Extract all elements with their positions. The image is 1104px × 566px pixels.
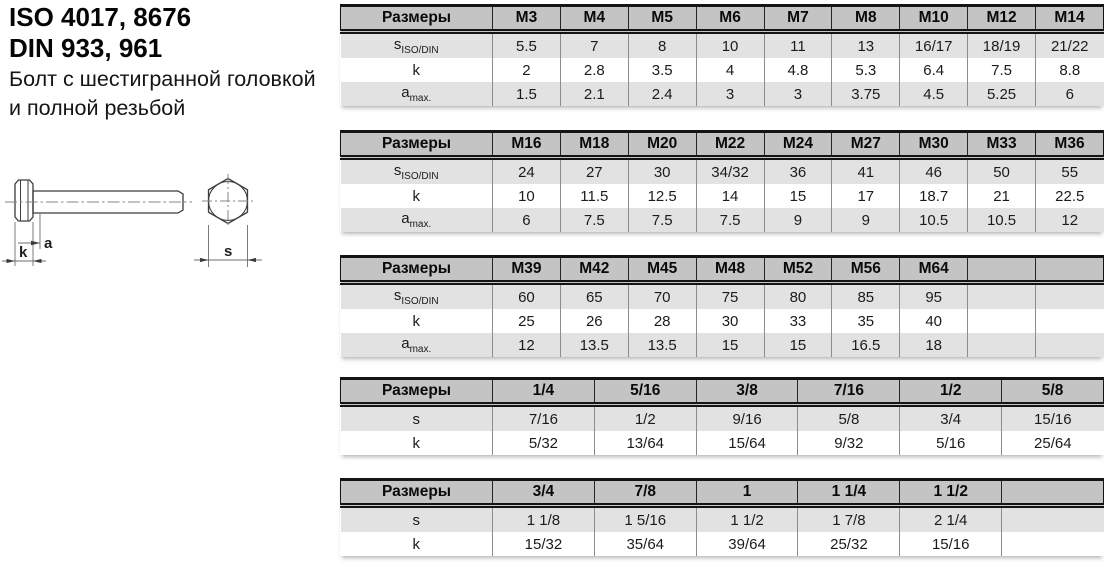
value-cell bbox=[968, 283, 1036, 310]
table-imperial-large bbox=[340, 478, 1104, 556]
value-cell: 3/4 bbox=[900, 405, 1002, 432]
sizes-header-cell: Размеры bbox=[341, 480, 493, 506]
row-label bbox=[341, 58, 493, 82]
table-row bbox=[341, 283, 1104, 310]
value-cell: 21 bbox=[968, 184, 1036, 208]
value-cell bbox=[1036, 309, 1104, 333]
row-label bbox=[341, 309, 493, 333]
dimension-k-arrow-right bbox=[33, 259, 42, 263]
value-cell: 16/17 bbox=[900, 32, 968, 59]
value-cell: 36 bbox=[764, 158, 832, 185]
size-column-header: M14 bbox=[1036, 6, 1104, 32]
row-label-subscript: ISO/DIN bbox=[401, 171, 439, 182]
size-column-header: M56 bbox=[832, 257, 900, 283]
size-column-header bbox=[968, 257, 1036, 283]
value-cell: 2 bbox=[493, 58, 561, 82]
size-column-header: M64 bbox=[900, 257, 968, 283]
value-cell: 1 7/8 bbox=[798, 506, 900, 533]
row-label-symbol: s bbox=[393, 287, 402, 304]
value-cell: 7 bbox=[560, 32, 628, 59]
size-column-header: M27 bbox=[832, 132, 900, 158]
value-cell: 24 bbox=[493, 158, 561, 185]
table-metric-m3-m14 bbox=[340, 4, 1104, 106]
size-column-header: M6 bbox=[696, 6, 764, 32]
value-cell: 39/64 bbox=[696, 532, 798, 556]
value-cell: 25 bbox=[493, 309, 561, 333]
table-row bbox=[341, 184, 1104, 208]
value-cell: 3 bbox=[696, 82, 764, 106]
product-description-line1: Болт с шестигранной головкой bbox=[9, 67, 316, 91]
value-cell: 3.75 bbox=[832, 82, 900, 106]
value-cell bbox=[968, 309, 1036, 333]
table-row bbox=[341, 58, 1104, 82]
row-label-symbol: s bbox=[393, 162, 402, 179]
size-column-header: M48 bbox=[696, 257, 764, 283]
row-label-symbol: s bbox=[412, 410, 420, 428]
value-cell: 1.5 bbox=[493, 82, 561, 106]
value-cell: 33 bbox=[764, 309, 832, 333]
row-label bbox=[341, 506, 493, 533]
size-column-header: M33 bbox=[968, 132, 1036, 158]
value-cell: 6 bbox=[493, 208, 561, 232]
row-label bbox=[341, 158, 493, 185]
size-column-header: M16 bbox=[493, 132, 561, 158]
value-cell: 11.5 bbox=[560, 184, 628, 208]
size-column-header: 3/8 bbox=[696, 379, 798, 405]
value-cell: 3 bbox=[764, 82, 832, 106]
value-cell: 15 bbox=[764, 333, 832, 357]
size-column-header: M18 bbox=[560, 132, 628, 158]
row-label-subscript: max. bbox=[409, 93, 432, 104]
table-row bbox=[341, 82, 1104, 106]
iso-standard-title: ISO 4017, 8676 bbox=[9, 2, 192, 32]
table-metric-m16-m36 bbox=[340, 130, 1104, 232]
value-cell: 25/32 bbox=[798, 532, 900, 556]
size-column-header bbox=[1036, 257, 1104, 283]
title-block bbox=[9, 2, 339, 122]
value-cell bbox=[1036, 333, 1104, 357]
value-cell: 17 bbox=[832, 184, 900, 208]
value-cell: 70 bbox=[628, 283, 696, 310]
value-cell: 65 bbox=[560, 283, 628, 310]
dimension-a-label: a bbox=[44, 235, 53, 252]
value-cell: 4 bbox=[696, 58, 764, 82]
value-cell: 35 bbox=[832, 309, 900, 333]
value-cell: 9 bbox=[832, 208, 900, 232]
table-row bbox=[341, 158, 1104, 185]
value-cell: 5/32 bbox=[493, 431, 595, 455]
din-standard-title: DIN 933, 961 bbox=[9, 33, 163, 63]
size-column-header: M42 bbox=[560, 257, 628, 283]
table-row bbox=[341, 32, 1104, 59]
value-cell: 4.5 bbox=[900, 82, 968, 106]
sizes-header-cell: Размеры bbox=[341, 379, 493, 405]
row-label-subscript: ISO/DIN bbox=[401, 45, 439, 56]
size-column-header: M5 bbox=[628, 6, 696, 32]
row-label-subscript: ISO/DIN bbox=[401, 296, 439, 307]
dimension-s-label: s bbox=[224, 243, 233, 260]
value-cell: 5/16 bbox=[900, 431, 1002, 455]
value-cell: 15/16 bbox=[900, 532, 1002, 556]
value-cell: 11 bbox=[764, 32, 832, 59]
size-column-header: 5/16 bbox=[594, 379, 696, 405]
row-label-symbol: k bbox=[412, 312, 420, 330]
size-column-header: M36 bbox=[1036, 132, 1104, 158]
row-label-symbol: a bbox=[401, 210, 410, 227]
value-cell: 2.1 bbox=[560, 82, 628, 106]
value-cell: 9 bbox=[764, 208, 832, 232]
value-cell: 8 bbox=[628, 32, 696, 59]
value-cell: 2.8 bbox=[560, 58, 628, 82]
bolt-technical-drawing bbox=[0, 163, 300, 285]
sizes-header-cell: Размеры bbox=[341, 6, 493, 32]
value-cell: 10 bbox=[493, 184, 561, 208]
value-cell: 1/2 bbox=[594, 405, 696, 432]
value-cell: 18.7 bbox=[900, 184, 968, 208]
sizes-header-cell: Размеры bbox=[341, 257, 493, 283]
table-row bbox=[341, 405, 1104, 432]
row-label-symbol: s bbox=[412, 511, 420, 529]
value-cell: 5.25 bbox=[968, 82, 1036, 106]
value-cell: 5.5 bbox=[493, 32, 561, 59]
table-row bbox=[341, 208, 1104, 232]
value-cell: 7.5 bbox=[696, 208, 764, 232]
size-column-header: M30 bbox=[900, 132, 968, 158]
table-row bbox=[341, 431, 1104, 455]
dimension-s-arrow-left bbox=[200, 258, 209, 262]
row-label bbox=[341, 532, 493, 556]
value-cell: 75 bbox=[696, 283, 764, 310]
value-cell: 55 bbox=[1036, 158, 1104, 185]
row-label-symbol: s bbox=[393, 36, 402, 53]
size-column-header: 1 1/2 bbox=[900, 480, 1002, 506]
value-cell: 13.5 bbox=[560, 333, 628, 357]
product-description-line2: и полной резьбой bbox=[9, 96, 186, 120]
value-cell: 5/8 bbox=[798, 405, 900, 432]
size-column-header: M12 bbox=[968, 6, 1036, 32]
value-cell: 1 1/8 bbox=[493, 506, 595, 533]
row-label-symbol: a bbox=[401, 335, 410, 352]
size-column-header: M52 bbox=[764, 257, 832, 283]
value-cell: 10.5 bbox=[968, 208, 1036, 232]
dimension-a-arrow bbox=[31, 241, 40, 245]
row-label-subscript: max. bbox=[409, 344, 432, 355]
value-cell: 26 bbox=[560, 309, 628, 333]
header-row bbox=[341, 6, 1104, 32]
size-column-header: 7/16 bbox=[798, 379, 900, 405]
row-label bbox=[341, 431, 493, 455]
value-cell: 30 bbox=[628, 158, 696, 185]
value-cell: 28 bbox=[628, 309, 696, 333]
header-row bbox=[341, 257, 1104, 283]
header-row bbox=[341, 379, 1104, 405]
row-label bbox=[341, 32, 493, 59]
value-cell: 15/64 bbox=[696, 431, 798, 455]
value-cell: 34/32 bbox=[696, 158, 764, 185]
value-cell: 60 bbox=[493, 283, 561, 310]
value-cell: 4.8 bbox=[764, 58, 832, 82]
value-cell bbox=[1002, 506, 1104, 533]
dimension-s-arrow-right bbox=[248, 258, 257, 262]
table-metric-m39-m64 bbox=[340, 255, 1104, 357]
table-row bbox=[341, 333, 1104, 357]
value-cell: 50 bbox=[968, 158, 1036, 185]
dimension-k-arrow-left bbox=[7, 259, 16, 263]
size-column-header: 7/8 bbox=[594, 480, 696, 506]
value-cell: 13/64 bbox=[594, 431, 696, 455]
row-label bbox=[341, 82, 493, 106]
dimension-k-label: k bbox=[19, 244, 28, 261]
row-label-symbol: k bbox=[412, 535, 420, 553]
size-column-header: M8 bbox=[832, 6, 900, 32]
value-cell: 12 bbox=[493, 333, 561, 357]
value-cell: 35/64 bbox=[594, 532, 696, 556]
value-cell: 3.5 bbox=[628, 58, 696, 82]
value-cell: 15/32 bbox=[493, 532, 595, 556]
size-column-header: 1 1/4 bbox=[798, 480, 900, 506]
value-cell: 6.4 bbox=[900, 58, 968, 82]
value-cell: 13.5 bbox=[628, 333, 696, 357]
row-label-symbol: k bbox=[412, 61, 420, 79]
row-label bbox=[341, 405, 493, 432]
value-cell: 5.3 bbox=[832, 58, 900, 82]
value-cell: 2 1/4 bbox=[900, 506, 1002, 533]
value-cell: 15 bbox=[764, 184, 832, 208]
row-label bbox=[341, 208, 493, 232]
value-cell: 8.8 bbox=[1036, 58, 1104, 82]
table-row bbox=[341, 532, 1104, 556]
value-cell: 30 bbox=[696, 309, 764, 333]
value-cell: 7.5 bbox=[560, 208, 628, 232]
size-column-header: M4 bbox=[560, 6, 628, 32]
row-label-symbol: k bbox=[412, 187, 420, 205]
value-cell: 1 5/16 bbox=[594, 506, 696, 533]
row-label-subscript: max. bbox=[409, 219, 432, 230]
size-column-header: M22 bbox=[696, 132, 764, 158]
value-cell: 9/16 bbox=[696, 405, 798, 432]
value-cell: 16.5 bbox=[832, 333, 900, 357]
table-imperial-small bbox=[340, 377, 1104, 455]
value-cell: 15 bbox=[696, 333, 764, 357]
value-cell: 85 bbox=[832, 283, 900, 310]
value-cell: 18 bbox=[900, 333, 968, 357]
value-cell bbox=[1002, 532, 1104, 556]
value-cell: 12.5 bbox=[628, 184, 696, 208]
hex-head-centerlines bbox=[202, 174, 254, 228]
value-cell: 41 bbox=[832, 158, 900, 185]
size-column-header: 3/4 bbox=[493, 480, 595, 506]
size-column-header: M20 bbox=[628, 132, 696, 158]
value-cell: 40 bbox=[900, 309, 968, 333]
size-column-header bbox=[1002, 480, 1104, 506]
size-column-header: 1/4 bbox=[493, 379, 595, 405]
value-cell: 15/16 bbox=[1002, 405, 1104, 432]
size-column-header: M7 bbox=[764, 6, 832, 32]
value-cell: 14 bbox=[696, 184, 764, 208]
value-cell: 12 bbox=[1036, 208, 1104, 232]
value-cell: 21/22 bbox=[1036, 32, 1104, 59]
value-cell bbox=[1036, 283, 1104, 310]
size-column-header: 5/8 bbox=[1002, 379, 1104, 405]
size-column-header: M39 bbox=[493, 257, 561, 283]
value-cell: 1 1/2 bbox=[696, 506, 798, 533]
value-cell: 13 bbox=[832, 32, 900, 59]
value-cell: 25/64 bbox=[1002, 431, 1104, 455]
sizes-header-cell: Размеры bbox=[341, 132, 493, 158]
value-cell: 7.5 bbox=[628, 208, 696, 232]
value-cell: 10.5 bbox=[900, 208, 968, 232]
value-cell bbox=[968, 333, 1036, 357]
value-cell: 22.5 bbox=[1036, 184, 1104, 208]
value-cell: 9/32 bbox=[798, 431, 900, 455]
row-label bbox=[341, 333, 493, 357]
size-column-header: 1 bbox=[696, 480, 798, 506]
value-cell: 6 bbox=[1036, 82, 1104, 106]
value-cell: 18/19 bbox=[968, 32, 1036, 59]
size-column-header: M3 bbox=[493, 6, 561, 32]
value-cell: 2.4 bbox=[628, 82, 696, 106]
value-cell: 27 bbox=[560, 158, 628, 185]
table-row bbox=[341, 309, 1104, 333]
value-cell: 7/16 bbox=[493, 405, 595, 432]
header-row bbox=[341, 132, 1104, 158]
size-column-header: 1/2 bbox=[900, 379, 1002, 405]
value-cell: 7.5 bbox=[968, 58, 1036, 82]
row-label bbox=[341, 283, 493, 310]
value-cell: 10 bbox=[696, 32, 764, 59]
row-label-symbol: a bbox=[401, 84, 410, 101]
value-cell: 46 bbox=[900, 158, 968, 185]
size-column-header: M45 bbox=[628, 257, 696, 283]
value-cell: 95 bbox=[900, 283, 968, 310]
header-row bbox=[341, 480, 1104, 506]
row-label-symbol: k bbox=[412, 434, 420, 452]
size-column-header: M10 bbox=[900, 6, 968, 32]
row-label bbox=[341, 184, 493, 208]
table-row bbox=[341, 506, 1104, 533]
size-column-header: M24 bbox=[764, 132, 832, 158]
value-cell: 80 bbox=[764, 283, 832, 310]
